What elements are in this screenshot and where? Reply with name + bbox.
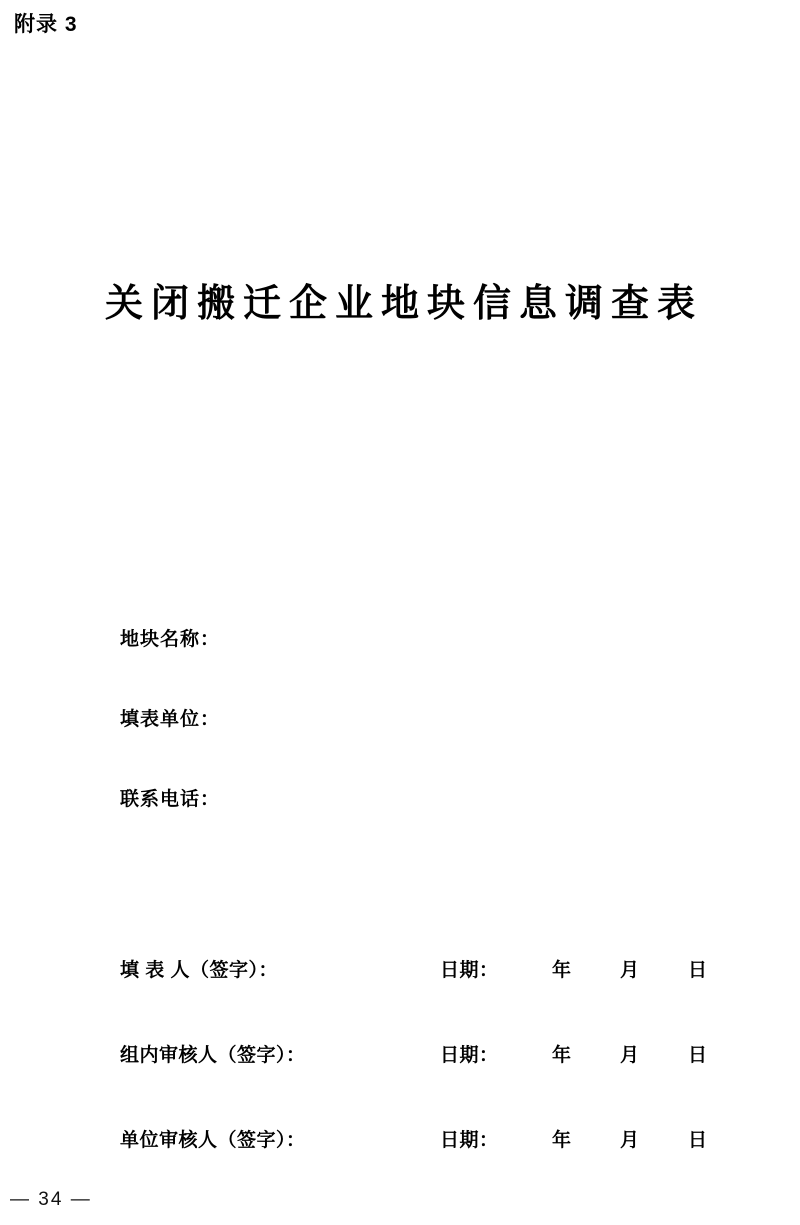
signature-row-filler (120, 955, 760, 1040)
date-year-unit-reviewer: 年 (552, 1130, 572, 1151)
signature-label-group-reviewer: 组内审核人（签字）： (120, 1045, 306, 1066)
date-label-filler: 日期： (440, 960, 499, 981)
date-label-unit-reviewer: 日期： (440, 1130, 499, 1151)
appendix-label: 附录 3 (14, 13, 78, 36)
date-month-filler: 月 (620, 960, 640, 981)
field-list (120, 624, 720, 864)
field-row-contact-phone: 联系电话： (120, 789, 221, 810)
page-title: 关闭搬迁企业地块信息调查表 (104, 283, 703, 325)
date-month-group-reviewer: 月 (620, 1045, 640, 1066)
date-day-group-reviewer: 日 (688, 1045, 708, 1066)
signature-label-filler: 填 表 人（签字）： (120, 960, 279, 981)
page-number: — 34 — (10, 1189, 92, 1210)
date-year-group-reviewer: 年 (552, 1045, 572, 1066)
date-day-filler: 日 (688, 960, 708, 981)
date-day-unit-reviewer: 日 (688, 1130, 708, 1151)
signature-block (120, 955, 760, 1210)
signature-row-group-reviewer (120, 1040, 760, 1125)
signature-label-unit-reviewer: 单位审核人（签字）： (120, 1130, 306, 1151)
date-year-filler: 年 (552, 960, 572, 981)
field-row-reporting-unit: 填表单位： (120, 709, 221, 730)
date-label-group-reviewer: 日期： (440, 1045, 499, 1066)
date-month-unit-reviewer: 月 (620, 1130, 640, 1151)
field-row-plot-name: 地块名称： (120, 629, 221, 650)
